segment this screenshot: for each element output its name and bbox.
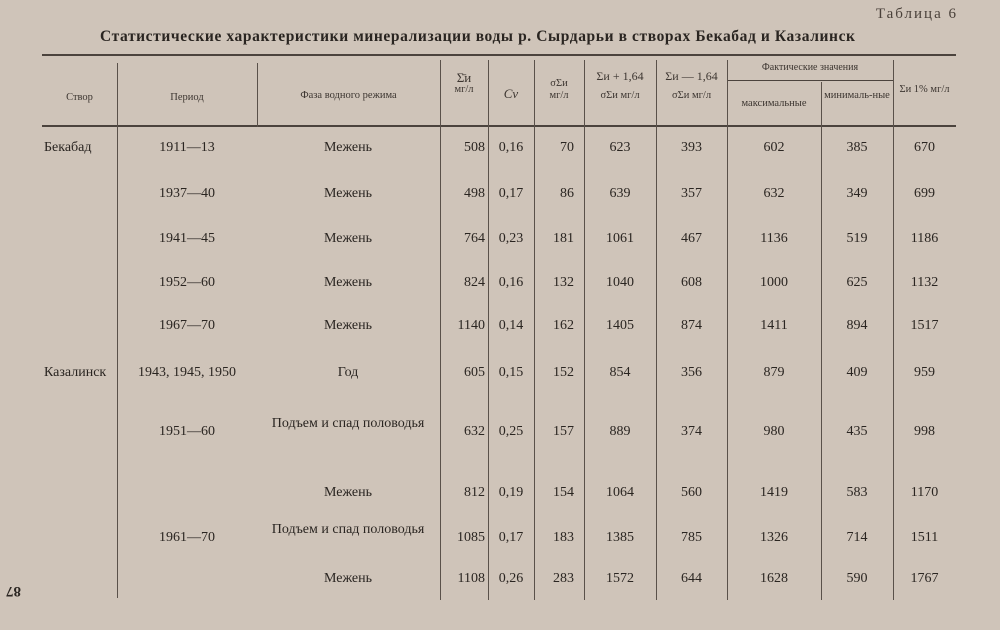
cell-min: 894 bbox=[846, 318, 868, 333]
header-plus bbox=[584, 70, 656, 102]
cell-p1: 699 bbox=[914, 186, 935, 201]
header-max: максимальные bbox=[741, 98, 807, 109]
header-phase: Фаза водного режима bbox=[300, 90, 397, 101]
cell-plus: 1385 bbox=[606, 530, 634, 545]
cell-std: 70 bbox=[560, 140, 574, 155]
cell-minus: 467 bbox=[681, 231, 702, 246]
cell-period: 1967—70 bbox=[159, 318, 215, 333]
cell-min: 435 bbox=[846, 424, 868, 439]
cell-phase: Межень bbox=[323, 140, 373, 155]
cell-std: 181 bbox=[553, 231, 574, 246]
cell-plus: 639 bbox=[609, 186, 631, 201]
header-minus-formula: Σи — 1,64 bbox=[665, 69, 718, 83]
cell-plus: 1064 bbox=[606, 485, 634, 500]
cell-std: 162 bbox=[553, 318, 574, 333]
cell-sigma: 764 bbox=[464, 231, 485, 246]
cell-max: 1411 bbox=[760, 318, 788, 333]
cell-minus: 608 bbox=[681, 275, 702, 290]
cell-min: 519 bbox=[846, 231, 868, 246]
cell-minus: 785 bbox=[681, 530, 702, 545]
header-stvor: Створ bbox=[66, 92, 93, 103]
cell-stvor: Бекабад bbox=[44, 140, 92, 155]
cell-max: 879 bbox=[763, 365, 785, 380]
cell-minus: 356 bbox=[681, 365, 702, 380]
cell-p1: 959 bbox=[914, 365, 935, 380]
cell-minus: 560 bbox=[681, 485, 702, 500]
cell-plus: 854 bbox=[609, 365, 631, 380]
cell-p1: 670 bbox=[914, 140, 935, 155]
cell-cv: 0,16 bbox=[498, 140, 524, 155]
cell-period: 1937—40 bbox=[159, 186, 215, 201]
cell-cv: 0,15 bbox=[498, 365, 524, 380]
header-bottom-rule bbox=[42, 125, 956, 127]
header-plus-formula: Σи + 1,64 bbox=[596, 69, 644, 83]
cell-period: 1941—45 bbox=[159, 231, 215, 246]
cell-p1: 1132 bbox=[910, 275, 939, 290]
cell-phase: Межень bbox=[323, 231, 373, 246]
header-std-symbol: σΣи bbox=[550, 78, 568, 89]
cell-sigma: 1085 bbox=[457, 530, 485, 545]
cell-plus: 1040 bbox=[606, 275, 634, 290]
header-std bbox=[534, 78, 584, 102]
cell-cv: 0,17 bbox=[498, 530, 524, 545]
cell-period: 1961—70 bbox=[159, 530, 215, 545]
cell-minus: 357 bbox=[681, 186, 702, 201]
cell-phase: Межень bbox=[323, 485, 373, 500]
cell-p1: 1767 bbox=[910, 571, 939, 586]
cell-p1: 1170 bbox=[910, 485, 939, 500]
cell-period: 1951—60 bbox=[159, 424, 215, 439]
cell-max: 1000 bbox=[760, 275, 788, 290]
cell-p1: 1511 bbox=[910, 530, 939, 545]
header-fact: Фактические значения bbox=[761, 62, 859, 73]
cell-cv: 0,16 bbox=[498, 275, 524, 290]
top-rule bbox=[42, 54, 956, 56]
cell-period: 1943, 1945, 1950 bbox=[138, 365, 236, 380]
header-std-unit: мг/л bbox=[549, 90, 569, 101]
cell-max: 980 bbox=[763, 424, 785, 439]
cell-minus: 644 bbox=[681, 571, 702, 586]
cell-plus: 623 bbox=[609, 140, 631, 155]
cell-phase: Межень bbox=[323, 571, 373, 586]
cell-std: 132 bbox=[553, 275, 574, 290]
header-minus-sub: σΣи мг/л bbox=[671, 90, 712, 101]
cell-p1: 998 bbox=[914, 424, 935, 439]
header-sigma-symbol: Σ̄и bbox=[456, 70, 472, 85]
header-minus bbox=[656, 70, 727, 102]
cell-sigma: 1108 bbox=[457, 571, 485, 586]
cell-min: 583 bbox=[846, 485, 868, 500]
cell-std: 157 bbox=[553, 424, 574, 439]
cell-min: 349 bbox=[846, 186, 868, 201]
cell-sigma: 508 bbox=[464, 140, 485, 155]
cell-sigma: 498 bbox=[464, 186, 485, 201]
cell-max: 602 bbox=[763, 140, 785, 155]
cell-period: 1952—60 bbox=[159, 275, 215, 290]
cell-phase: Год bbox=[337, 365, 359, 380]
header-one-percent: Σи 1% мг/л bbox=[899, 84, 950, 95]
cell-max: 1326 bbox=[760, 530, 788, 545]
cell-max: 1628 bbox=[760, 571, 788, 586]
cell-cv: 0,26 bbox=[498, 571, 524, 586]
cell-plus: 889 bbox=[609, 424, 631, 439]
cell-min: 625 bbox=[846, 275, 868, 290]
header-sigma-unit: мг/л bbox=[454, 84, 474, 95]
cell-cv: 0,17 bbox=[498, 186, 524, 201]
header-plus-sub: σΣи мг/л bbox=[600, 90, 640, 101]
cell-min: 590 bbox=[846, 571, 868, 586]
cell-sigma: 605 bbox=[464, 365, 485, 380]
page-number: 87 bbox=[6, 583, 21, 599]
cell-p1: 1517 bbox=[910, 318, 939, 333]
cell-std: 283 bbox=[553, 571, 574, 586]
cell-std: 183 bbox=[553, 530, 574, 545]
cell-min: 409 bbox=[846, 365, 868, 380]
cell-minus: 374 bbox=[681, 424, 702, 439]
cell-phase: Межень bbox=[323, 275, 373, 290]
cell-cv: 0,23 bbox=[498, 231, 524, 246]
cell-min: 714 bbox=[846, 530, 868, 545]
cell-stvor: Казалинск bbox=[44, 365, 107, 380]
cell-plus: 1405 bbox=[606, 318, 634, 333]
fact-header-rule bbox=[727, 80, 893, 81]
cell-std: 154 bbox=[553, 485, 574, 500]
cell-sigma: 632 bbox=[464, 424, 485, 439]
cell-minus: 874 bbox=[681, 318, 702, 333]
cell-period: 1911—13 bbox=[159, 140, 215, 155]
cell-phase: Подъем и спад половодья bbox=[271, 522, 425, 537]
table-label: Таблица 6 bbox=[875, 6, 958, 22]
cell-p1: 1186 bbox=[910, 231, 939, 246]
cell-phase: Межень bbox=[323, 318, 373, 333]
cell-phase: Подъем и спад половодья bbox=[271, 416, 425, 431]
cell-sigma: 824 bbox=[464, 275, 485, 290]
cell-plus: 1061 bbox=[606, 231, 634, 246]
header-sigma bbox=[440, 72, 488, 96]
cell-max: 1419 bbox=[760, 485, 788, 500]
cell-max: 632 bbox=[763, 186, 785, 201]
cell-cv: 0,19 bbox=[498, 485, 524, 500]
cell-sigma: 812 bbox=[464, 485, 485, 500]
header-min: минималь-ные bbox=[824, 90, 890, 101]
cell-min: 385 bbox=[846, 140, 868, 155]
cell-plus: 1572 bbox=[606, 571, 634, 586]
header-cv: Cv bbox=[503, 86, 519, 101]
cell-minus: 393 bbox=[681, 140, 702, 155]
cell-cv: 0,14 bbox=[498, 318, 524, 333]
cell-std: 152 bbox=[553, 365, 574, 380]
cell-phase: Межень bbox=[323, 186, 373, 201]
cell-std: 86 bbox=[560, 186, 574, 201]
column-divider bbox=[821, 82, 822, 600]
table-title: Статистические характеристики минерализации воды р. Сырдарьи в створах Бекабад и Казалинск bbox=[100, 28, 856, 45]
cell-sigma: 1140 bbox=[457, 318, 485, 333]
cell-max: 1136 bbox=[760, 231, 788, 246]
header-period: Период bbox=[170, 92, 204, 103]
cell-cv: 0,25 bbox=[498, 424, 524, 439]
